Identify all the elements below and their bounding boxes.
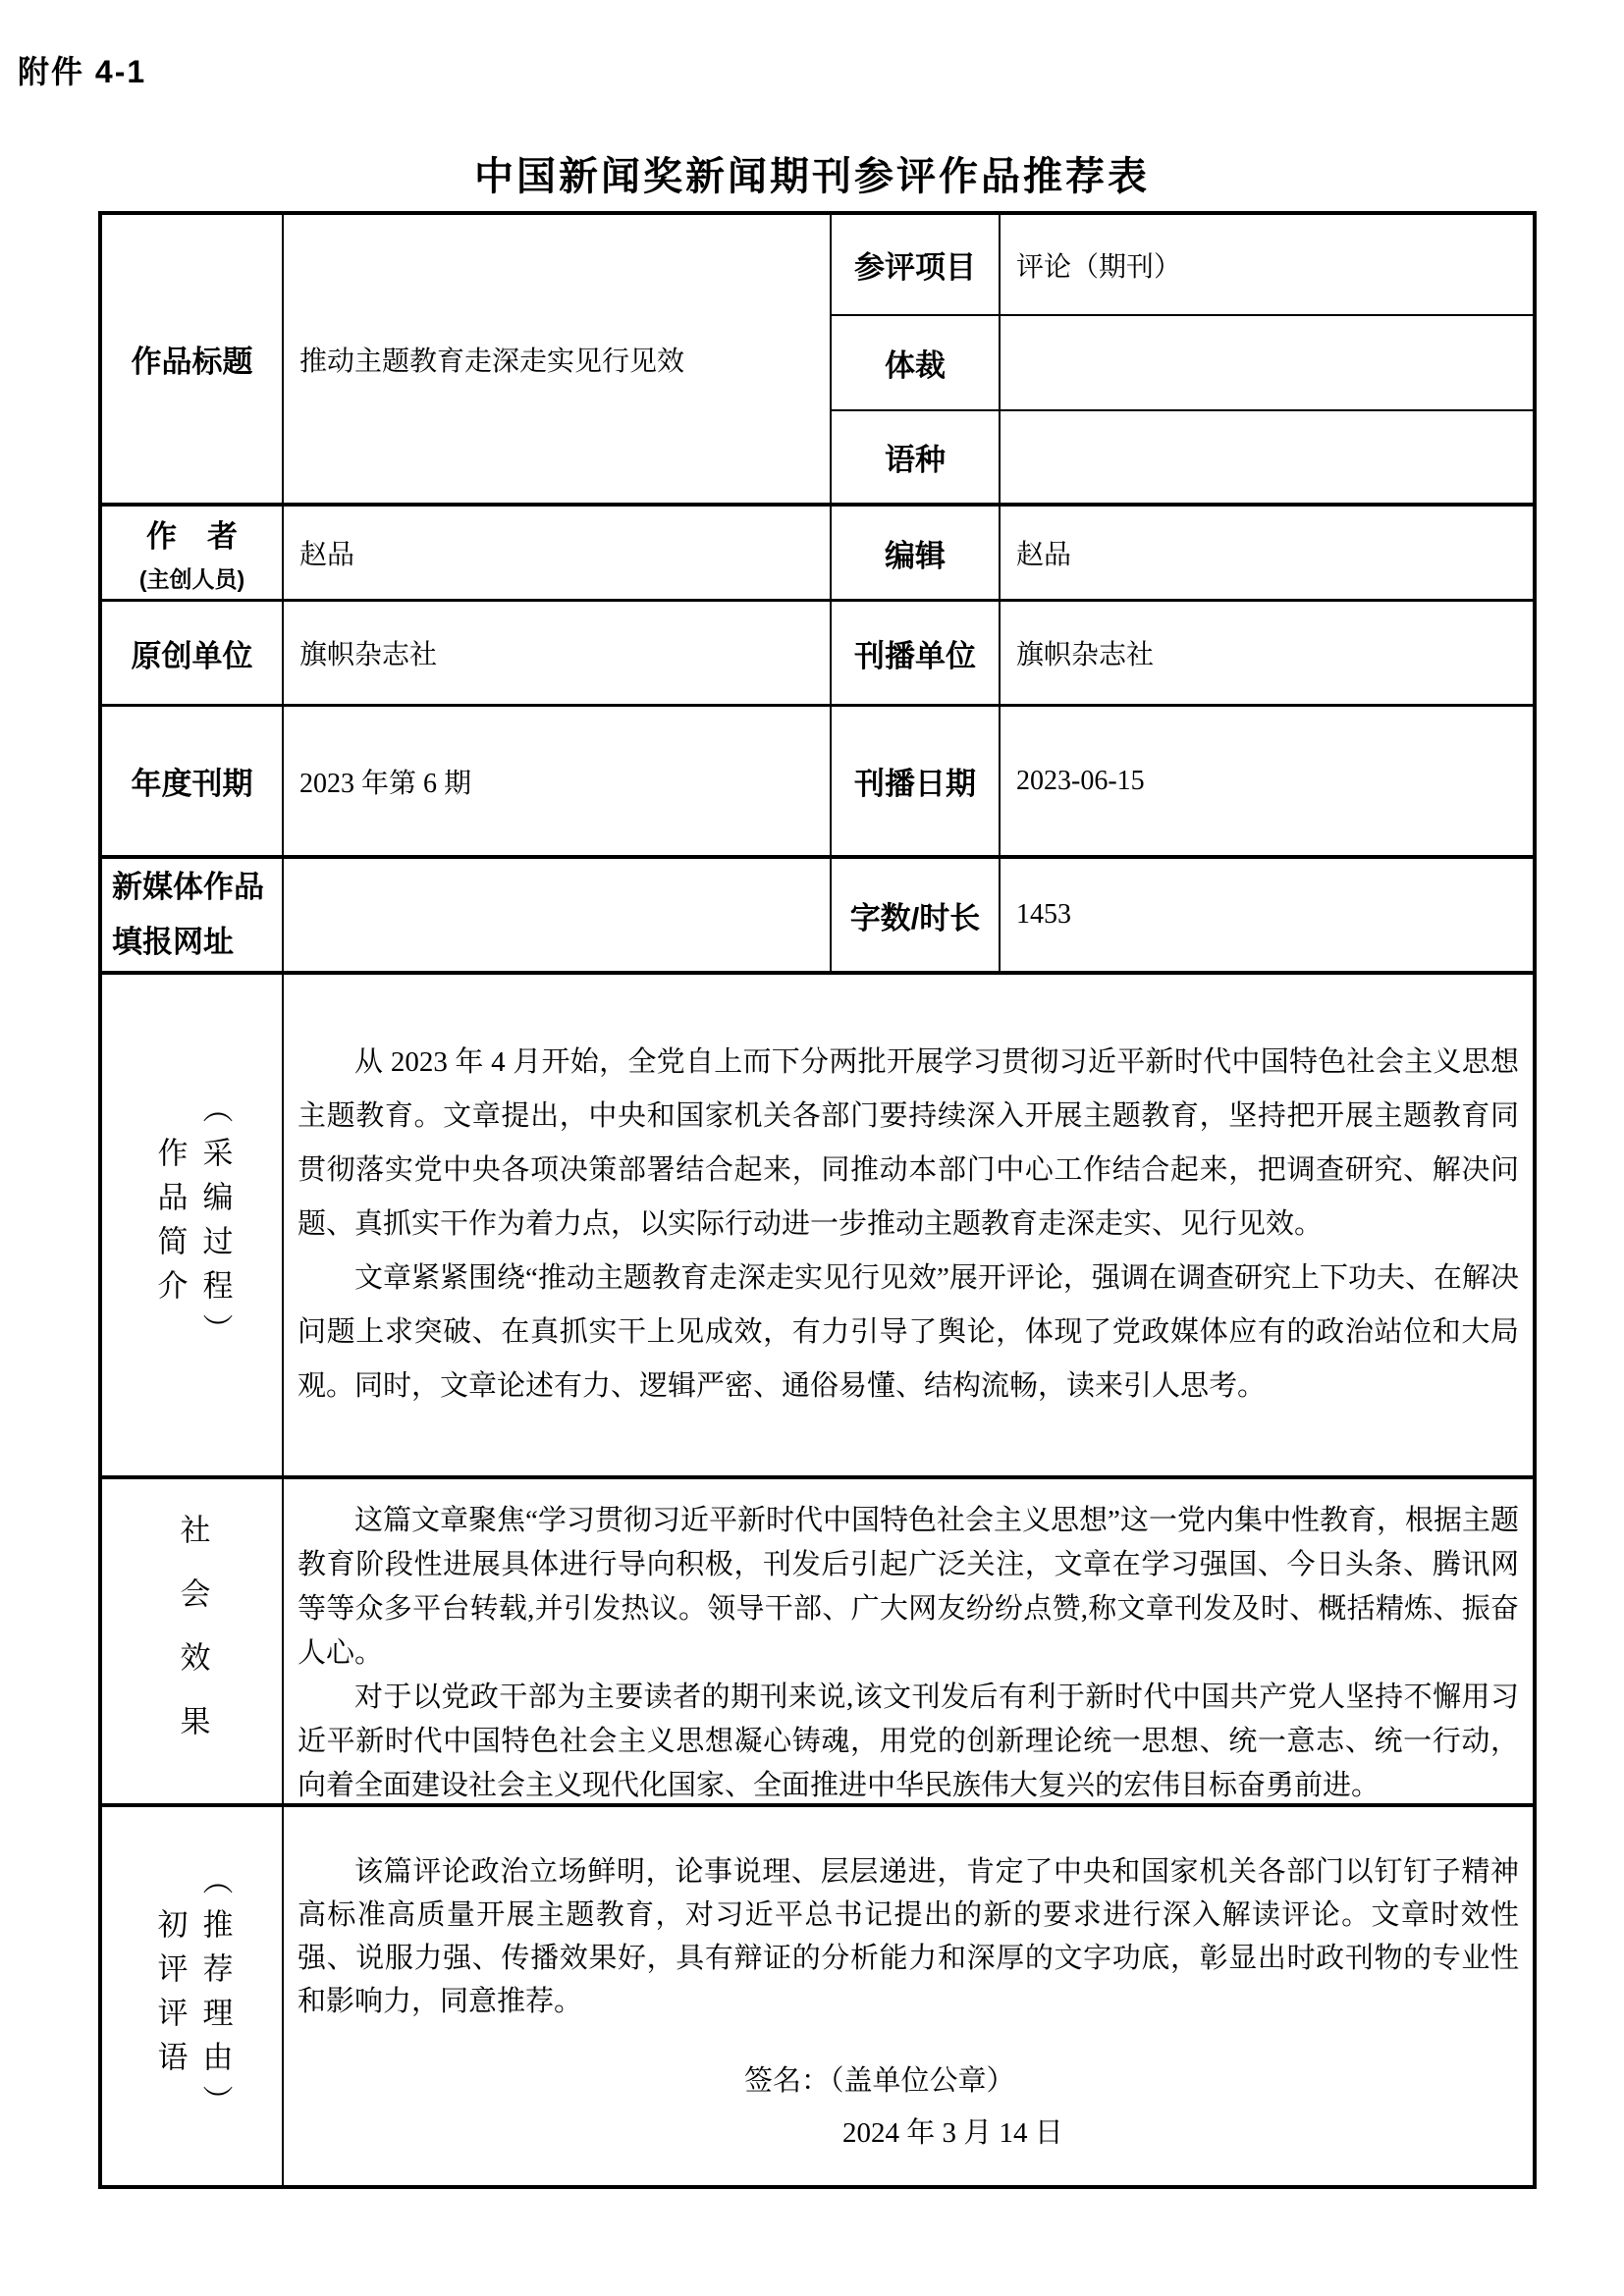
language-label: 语种 bbox=[832, 411, 1001, 507]
author-label-sub: (主创人员) bbox=[138, 566, 245, 592]
review-section-content bbox=[284, 1807, 1533, 2185]
language-value bbox=[1001, 411, 1533, 507]
original-unit-label: 原创单位 bbox=[102, 602, 284, 707]
summary-section-content bbox=[284, 975, 1533, 1479]
annual-issue-value: 2023 年第 6 期 bbox=[284, 707, 832, 859]
publish-unit-label: 刊播单位 bbox=[832, 602, 1001, 707]
date-line: 2024 年 3 月 14 日 bbox=[842, 2117, 1063, 2149]
review-vertical-label bbox=[102, 1807, 282, 2185]
genre-value bbox=[1001, 316, 1533, 411]
author-value: 赵品 bbox=[284, 507, 832, 602]
work-title-label: 作品标题 bbox=[102, 215, 284, 507]
annual-issue-label: 年度刊期 bbox=[102, 707, 284, 859]
social-vertical-label bbox=[102, 1479, 282, 1803]
page-title: 中国新闻奖新闻期刊参评作品推荐表 bbox=[474, 154, 1150, 198]
review-section-label bbox=[102, 1807, 284, 2185]
summary-label-main: 作品简介 bbox=[152, 1137, 188, 1313]
social-section-label bbox=[102, 1479, 284, 1807]
word-count-label: 字数/时长 bbox=[832, 859, 1001, 975]
summary-paragraph-2: 文章紧紧围绕“推动主题教育走深走实见行见效”展开评论，强调在调查研究上下功夫、在解决问题上求突破、在真抓实干上见成效，有力引导了舆论，体现了党政媒体应有的政治站位和大局观。同时，文章论述有力、逻辑严密、通俗易懂、结构流畅，读来引人思考。 bbox=[298, 1262, 1519, 1402]
author-label-main: 作 者 bbox=[146, 519, 238, 554]
signature-line: 签名：（盖单位公章） bbox=[744, 2065, 1015, 2097]
summary-section-label bbox=[102, 975, 284, 1479]
word-count-value: 1453 bbox=[1001, 859, 1533, 975]
summary-paragraph-1: 从 2023 年 4 月开始，全党自上而下分两批开展学习贯彻习近平新时代中国特色社会主义思想主题教育。文章提出，中央和国家机关各部门要持续深入开展主题教育，坚持把开展主题教育同贯彻落实党中央各项决策部署结合起来，同推动本部门中心工作结合起来，把调查研究、解决问题、真抓实干作为着力点，以实际行动进一步推动主题教育走深走实、见行见效。 bbox=[298, 1046, 1519, 1240]
author-label bbox=[102, 507, 284, 602]
entry-category-value: 评论（期刊） bbox=[1001, 215, 1533, 316]
editor-label: 编辑 bbox=[832, 507, 1001, 602]
work-title-value: 推动主题教育走深走实见行见效 bbox=[284, 215, 832, 507]
review-label-main: 初评评语 bbox=[152, 1907, 188, 2085]
attachment-label: 附件 4-1 bbox=[18, 54, 147, 89]
review-label-paren: （推荐理由） bbox=[197, 1863, 233, 2129]
original-unit-value: 旗帜杂志社 bbox=[284, 602, 832, 707]
review-paragraph-1: 该篇评论政治立场鲜明，论事说理、层层递进，肯定了中央和国家机关各部门以钉钉子精神高标准高质量开展主题教育，对习近平总书记提出的新的要求进行深入解读评论。文章时效性强、说服力强、传播效果好，具有辩证的分析能力和深厚的文字功底，彰显出时政刊物的专业性和影响力，同意推荐。 bbox=[298, 1856, 1519, 2017]
genre-label: 体裁 bbox=[832, 316, 1001, 411]
social-paragraph-2: 对于以党政干部为主要读者的期刊来说,该文刊发后有利于新时代中国共产党人坚持不懈用习近平新时代中国特色社会主义思想凝心铸魂，用党的创新理论统一思想、统一意志、统一行动，向着全面建设社会主义现代化国家、全面推进中华民族伟大复兴的宏伟目标奋勇前进。 bbox=[298, 1682, 1519, 1801]
publish-unit-value: 旗帜杂志社 bbox=[1001, 602, 1533, 707]
recommendation-form-table bbox=[98, 211, 1537, 2189]
publish-date-label: 刊播日期 bbox=[832, 707, 1001, 859]
social-section-content bbox=[284, 1479, 1533, 1807]
new-media-url-label-line1: 新媒体作品 bbox=[112, 870, 264, 904]
editor-value: 赵品 bbox=[1001, 507, 1533, 602]
social-paragraph-1: 这篇文章聚焦“学习贯彻习近平新时代中国特色社会主义思想”这一党内集中性教育，根据主题教育阶段性进展具体进行导向积极，刊发后引起广泛关注，文章在学习强国、今日头条、腾讯网等等众多平台转载,并引发热议。领导干部、广大网友纷纷点赞,称文章刊发及时、概括精炼、振奋人心。 bbox=[298, 1505, 1519, 1669]
social-label: 社会效果 bbox=[175, 1514, 210, 1769]
new-media-url-label-line2: 填报网址 bbox=[112, 925, 234, 959]
publish-date-value: 2023-06-15 bbox=[1001, 707, 1533, 859]
entry-category-label: 参评项目 bbox=[832, 215, 1001, 316]
summary-vertical-label bbox=[102, 975, 282, 1475]
new-media-url-value bbox=[284, 859, 832, 975]
new-media-url-label bbox=[102, 859, 284, 975]
summary-label-paren: （采编过程） bbox=[197, 1093, 233, 1358]
